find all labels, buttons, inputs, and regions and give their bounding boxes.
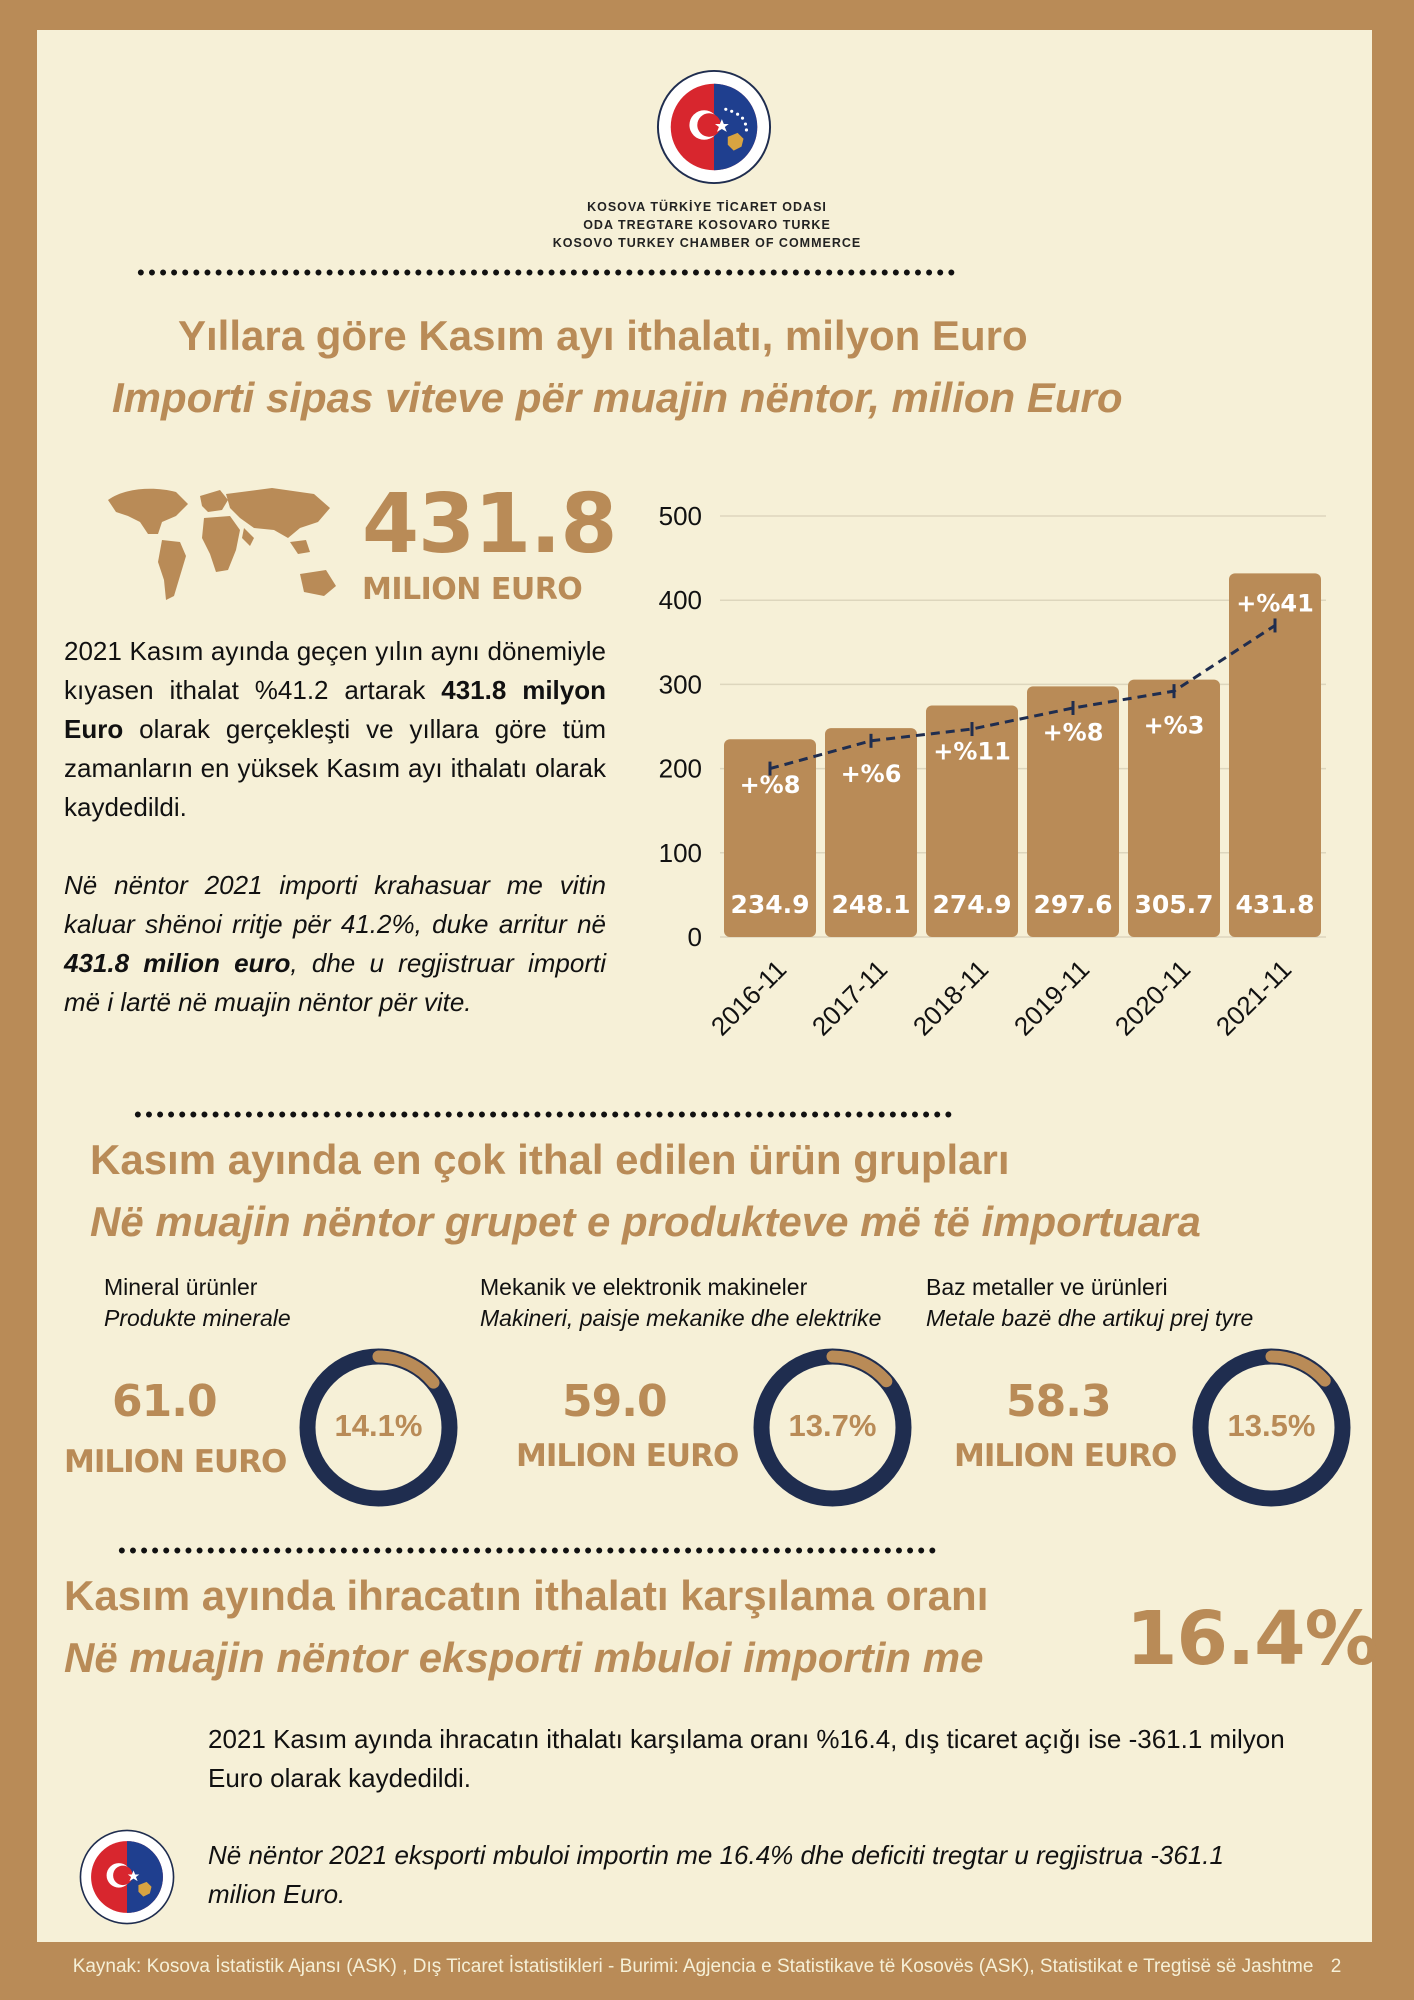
x-tick-label: 2021-11 xyxy=(1209,954,1298,1042)
bar-value-label: 297.6 xyxy=(1033,890,1113,919)
group-1-name-sq: Produkte minerale xyxy=(104,1305,291,1331)
y-tick-label: 500 xyxy=(658,501,702,531)
chamber-logo-small xyxy=(78,1828,176,1926)
group-2-name-sq: Makineri, paisje mekanike dhe elektrike xyxy=(480,1305,882,1331)
x-tick-label: 2016-11 xyxy=(704,954,793,1042)
y-tick-label: 300 xyxy=(658,669,702,700)
group-2-share-label: 13.7% xyxy=(788,1408,877,1443)
group-3-share-label: 13.5% xyxy=(1227,1408,1316,1443)
dotted-divider: •••••••••••••••••••••••••••••••••••••••••••••••••••••••••••••••••••••••••• xyxy=(137,262,959,284)
coverage-rate: 16.4% xyxy=(1126,1596,1378,1682)
group-1-share-label: 14.1% xyxy=(334,1408,423,1443)
group-3-name-tr: Baz metaller ve ürünleri xyxy=(926,1274,1168,1300)
bar-value-label: 431.8 xyxy=(1235,890,1315,919)
y-tick-label: 100 xyxy=(658,837,702,868)
growth-label: +%41 xyxy=(1236,589,1314,618)
group-1-title xyxy=(104,1272,291,1334)
group-3-title xyxy=(926,1272,1253,1334)
section1-paragraph-tr: 2021 Kasım ayında geçen yılın aynı dönemiyle kıyasen ithalat %41.2 artarak 431.8 milyon Euro olarak gerçekleşti ve yıllara göre tüm zamanların en yüksek Kasım ayı ithalatı olarak kaydedildi. xyxy=(64,636,607,822)
y-tick-label: 0 xyxy=(687,922,702,952)
group-2-unit: MILION EURO xyxy=(516,1438,739,1474)
org-name-en: KOSOVO TURKEY CHAMBER OF COMMERCE xyxy=(552,236,862,250)
group-2-title xyxy=(480,1272,881,1334)
section2-title-tr: Kasım ayında en çok ithal edilen ürün grupları xyxy=(90,1136,1010,1183)
group-1-value: 61.0 xyxy=(112,1376,217,1427)
y-tick-label: 200 xyxy=(658,753,702,784)
bar-value-label: 274.9 xyxy=(932,890,1012,919)
section1-paragraph-sq: Në nëntor 2021 importi krahasuar me vitin kaluar shënoi rritje për 41.2%, duke arritur në 431.8 milion euro, dhe u regjistruar importi më i lartë në muajin nëntor për vite. xyxy=(64,870,607,1017)
section3-title-tr: Kasım ayında ihracatın ithalatı karşılama oranı xyxy=(64,1572,989,1619)
growth-label: +%8 xyxy=(739,771,801,800)
group-3-unit: MILION EURO xyxy=(954,1438,1177,1474)
section1-title-sq: Importi sipas viteve për muajin nëntor, milion Euro xyxy=(112,374,1123,421)
x-tick-label: 2020-11 xyxy=(1108,954,1197,1042)
page-number: 2 xyxy=(1330,1956,1342,1977)
total-import-value: 431.8 xyxy=(362,477,617,572)
x-tick-label: 2019-11 xyxy=(1007,954,1096,1042)
dotted-divider: •••••••••••••••••••••••••••••••••••••••••••••••••••••••••••••••••••••••••• xyxy=(118,1540,940,1562)
section2-title-sq: Në muajin nëntor grupet e produkteve më të importuara xyxy=(90,1198,1201,1245)
import-bar-chart xyxy=(640,490,1340,1080)
dotted-divider: •••••••••••••••••••••••••••••••••••••••••••••••••••••••••••••••••••••••••• xyxy=(134,1104,956,1126)
org-name-tr: KOSOVA TÜRKİYE TİCARET ODASI xyxy=(587,200,827,214)
x-tick-label: 2018-11 xyxy=(906,954,995,1042)
footer-source xyxy=(0,1956,1414,1978)
y-tick-label: 400 xyxy=(658,585,702,616)
total-import-unit: MILION EURO xyxy=(362,572,583,607)
world-map-icon xyxy=(104,482,344,620)
bar-value-label: 305.7 xyxy=(1134,890,1214,919)
source-text: Kaynak: Kosova İstatistik Ajansı (ASK) , Dış Ticaret İstatistikleri - Burimi: Agjencia e Statistikave të Kosovës (ASK), Statistikat e Tregtisë së Jashtme xyxy=(72,1956,1314,1977)
growth-label: +%3 xyxy=(1143,711,1205,740)
bar-value-label: 234.9 xyxy=(730,890,810,919)
org-name-sq: ODA TREGTARE KOSOVARO TURKE xyxy=(583,218,831,232)
section1-title-tr: Yıllara göre Kasım ayı ithalatı, milyon Euro xyxy=(178,312,1028,359)
group-3-name-sq: Metale bazë dhe artikuj prej tyre xyxy=(926,1305,1254,1331)
section3-title-sq: Në muajin nëntor eksporti mbuloi importin me xyxy=(64,1634,984,1681)
group-1-name-tr: Mineral ürünler xyxy=(104,1274,258,1300)
section3-paragraph-sq: Në nëntor 2021 eksporti mbuloi importin me 16.4% dhe deficiti tregtar u regjistrua -361.1 milion Euro. xyxy=(208,1840,1224,1909)
section3-paragraph-tr: 2021 Kasım ayında ihracatın ithalatı karşılama oranı %16.4, dış ticaret açığı ise -361.1 milyon Euro olarak kaydedildi. xyxy=(208,1724,1285,1793)
chamber-logo xyxy=(655,68,773,186)
group-1-unit: MILION EURO xyxy=(64,1444,287,1480)
bar-value-label: 248.1 xyxy=(831,890,911,919)
group-2-name-tr: Mekanik ve elektronik makineler xyxy=(480,1274,808,1300)
growth-label: +%6 xyxy=(840,760,902,789)
group-3-value: 58.3 xyxy=(1006,1376,1111,1427)
growth-label: +%11 xyxy=(933,737,1011,766)
growth-label: +%8 xyxy=(1042,718,1104,747)
x-tick-label: 2017-11 xyxy=(805,954,894,1042)
group-2-value: 59.0 xyxy=(562,1376,667,1427)
